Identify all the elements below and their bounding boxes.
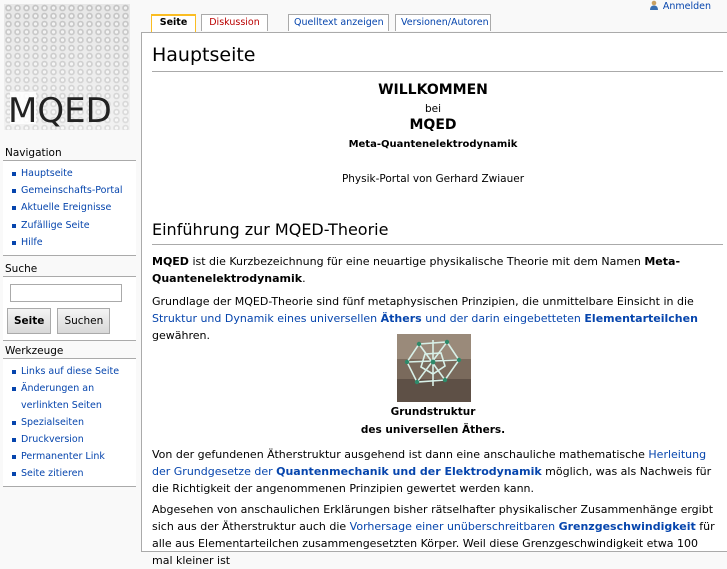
prediction-paragraph: Abgesehen von anschaulichen Erklärungen bisher rätselhafter physikalischer Zusammenhänge ergibt sich aus der Ätherstruktur auch die Vorhersage einer unüberschreitbaren Grenzgeschwindigkeit für alle aus Elementarteilchen zusammengesetzten Körper. Weil diese Grenzgeschwindigkeit etwa 100 mal kleiner ist xyxy=(152,503,715,567)
user-icon xyxy=(649,0,659,10)
section-heading: Einführung zur MQED-Theorie xyxy=(152,219,723,245)
nav-item-ereignisse[interactable]: Aktuelle Ereignisse xyxy=(11,199,136,216)
tab-diskussion[interactable]: Diskussion xyxy=(201,14,268,31)
tools-portlet xyxy=(0,344,134,487)
image-caption-1: Grundstruktur xyxy=(390,406,476,418)
tool-item-permalink[interactable]: Permanenter Link xyxy=(11,448,136,465)
personal-tools xyxy=(649,0,711,14)
nav-item-hilfe[interactable]: Hilfe xyxy=(11,234,136,251)
principles-paragraph: Grundlage der MQED-Theorie sind fünf metaphysischen Prinzipien, die unmittelbare Einsicht in die Struktur und Dynamik eines universellen Äthers und der darin eingebetteten Elementarteilchen gewähren. xyxy=(152,295,698,342)
search-portlet xyxy=(0,262,134,341)
content-area xyxy=(141,32,727,567)
derivation-paragraph: Von der gefundenen Ätherstruktur ausgehend ist dann eine anschauliche mathematische Herleitung der Grundgesetze der Quantenmechanik und der Elektrodynamik möglich, was als Nachweis für die Richtigkeit der angenommenen Prinzipien gewertet werden kann. xyxy=(152,448,712,495)
navigation-title: Navigation xyxy=(5,147,62,159)
welcome-heading: WILLKOMMEN xyxy=(378,82,488,98)
tab-quelltext[interactable]: Quelltext anzeigen xyxy=(288,14,389,31)
image-caption-2: des universellen Äthers. xyxy=(360,424,506,436)
tool-item-druck[interactable]: Druckversion xyxy=(11,431,136,448)
mqed-logo-image xyxy=(4,4,130,130)
struktur-link[interactable]: Struktur und Dynamik eines universellen Äthers und der darin eingebetteten Elementarteilchen xyxy=(152,312,698,325)
nav-item-portal[interactable]: Gemeinschafts-Portal xyxy=(11,182,136,199)
welcome-subtitle: Meta-Quantenelektrodynamik xyxy=(348,139,518,150)
tool-item-spezial[interactable]: Spezialseiten xyxy=(11,414,136,431)
welcome-bei: bei xyxy=(424,103,442,115)
tool-item-links[interactable]: Links auf diese Seite xyxy=(11,363,136,380)
tab-versionen[interactable]: Versionen/Autoren xyxy=(395,14,491,31)
page-title: Hauptseite xyxy=(152,43,723,72)
tab-seite[interactable]: Seite xyxy=(151,14,196,33)
search-go-button[interactable]: Seite xyxy=(7,308,51,334)
aether-structure-image[interactable] xyxy=(397,334,471,402)
herleitung-link[interactable]: Herleitung der Grundgesetze der Quantenmechanik und der Elektrodynamik xyxy=(152,448,707,478)
tools-title: Werkzeuge xyxy=(5,345,64,357)
nav-item-hauptseite[interactable]: Hauptseite xyxy=(11,165,136,182)
logo-text: MQED xyxy=(8,91,112,130)
login-link[interactable]: Anmelden xyxy=(662,1,711,12)
welcome-mqed: MQED xyxy=(409,117,457,133)
site-logo[interactable] xyxy=(4,4,130,130)
search-title: Suche xyxy=(5,263,38,275)
tool-item-zitieren[interactable]: Seite zitieren xyxy=(11,465,136,482)
search-button[interactable]: Suchen xyxy=(57,308,110,334)
vorhersage-link[interactable]: Vorhersage einer unüberschreitbaren Grenzgeschwindigkeit xyxy=(349,520,696,533)
intro-paragraph: MQED ist die Kurzbezeichnung für eine neuartige physikalische Theorie mit dem Namen Meta-Quantenelektrodynamik. xyxy=(152,255,681,285)
navigation-portlet xyxy=(0,146,134,256)
portal-author: Physik-Portal von Gerhard Zwiauer xyxy=(341,173,525,185)
search-input[interactable] xyxy=(10,284,122,302)
nav-item-zufall[interactable]: Zufällige Seite xyxy=(11,217,136,234)
tool-item-aenderungen[interactable]: Änderungen an verlinkten Seiten xyxy=(11,380,136,414)
